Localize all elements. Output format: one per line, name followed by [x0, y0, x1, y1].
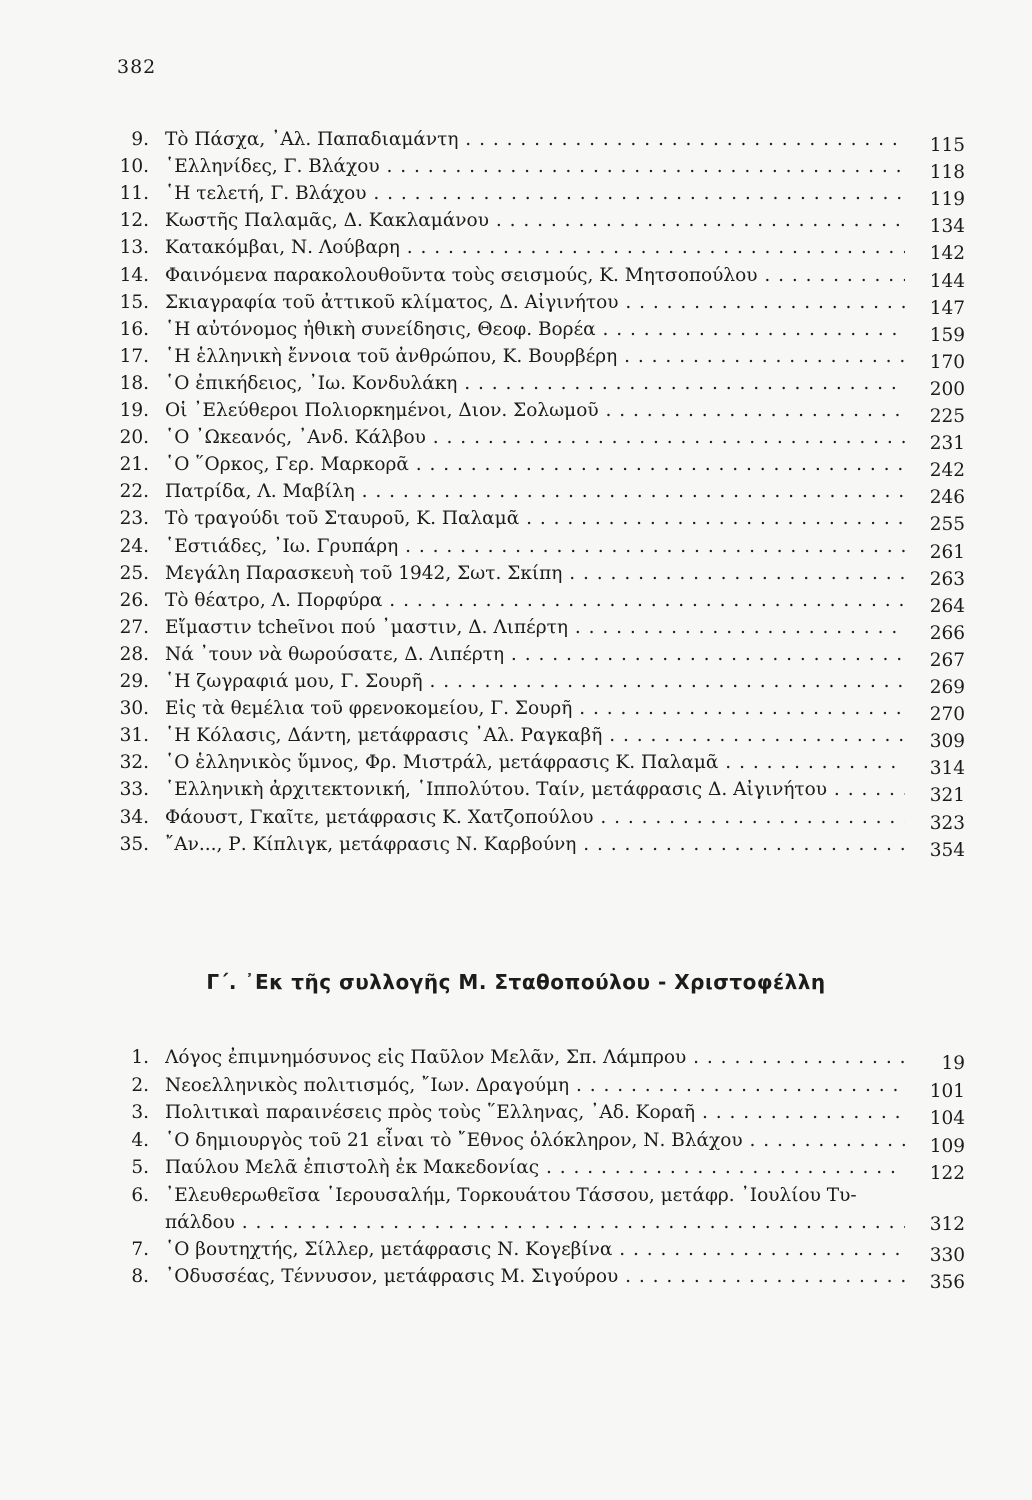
toc-entry	[115, 560, 965, 588]
page-number: 382	[117, 56, 157, 78]
toc-entry	[115, 1127, 965, 1155]
entry-page: 255	[929, 514, 965, 536]
entry-page: 312	[929, 1213, 965, 1235]
entry-title: ῾Ο ᾿Ωκεανός, ᾿Ανδ. Κάλβου . . .	[165, 424, 905, 452]
entry-title: Κατακόμβαι, Ν. Λούβαρη . . .	[165, 234, 905, 262]
entry-number: 1.	[131, 1047, 149, 1068]
entry-number: 26.	[119, 589, 149, 611]
entry-page: 109	[929, 1135, 965, 1157]
entry-title: ῾Εστιάδες, ᾿Ιω. Γρυπάρη . . .	[165, 533, 905, 561]
entry-title: ῾Η τελετή, Γ. Βλάχου . . .	[165, 180, 905, 208]
toc-entry	[115, 343, 965, 371]
entry-page: 101	[929, 1080, 965, 1102]
entry-number: 22.	[119, 481, 149, 503]
toc-entry	[115, 316, 965, 344]
entry-number: 18.	[119, 372, 149, 394]
entry-page: 19	[941, 1053, 965, 1074]
toc-entry	[115, 451, 965, 482]
entry-number: 32.	[119, 752, 149, 774]
entry-title: ῾Ο δημιουργὸς τοῦ 21 εἶναι τὸ ῎Εθνος ὁλόκληρον, Ν. Βλάχου . . .	[165, 1127, 905, 1155]
entry-title: ῾Ο ἑλληνικὸς ὕμνος, Φρ. Μιστράλ, μετάφρασις Κ. Παλαμᾶ . . .	[165, 749, 905, 777]
entry-page: 144	[929, 270, 965, 292]
entry-number: 9.	[131, 129, 149, 150]
entry-number: 33.	[119, 779, 149, 801]
entry-number: 35.	[119, 833, 149, 855]
toc-entry	[115, 478, 965, 509]
entry-title: Φαινόμενα παρακολουθοῦντα τοὺς σεισμούς, Κ. Μητσοπούλου . . .	[165, 262, 905, 290]
entry-number: 3.	[131, 1102, 149, 1123]
entry-number: 16.	[119, 318, 149, 340]
entry-title: ῾Ελληνίδες, Γ. Βλάχου . . .	[165, 153, 905, 181]
entry-number: 29.	[119, 671, 149, 692]
entry-page: 270	[929, 704, 965, 726]
toc-entry	[115, 289, 965, 317]
toc-entry	[115, 1072, 965, 1100]
toc-entry	[115, 424, 965, 455]
toc-entry	[115, 1044, 965, 1072]
entry-page: 266	[929, 622, 965, 644]
entry-title: ῾Η ζωγραφιά μου, Γ. Σουρῆ . . .	[165, 668, 905, 696]
toc-entry	[115, 695, 965, 726]
toc-entry	[115, 587, 965, 615]
entry-title: ῾Η Κόλασις, Δάντη, μετάφρασις ᾿Αλ. Ραγκαβῆ . . .	[165, 722, 905, 750]
entry-number: 15.	[119, 291, 149, 313]
toc-entry	[115, 153, 965, 184]
entry-page: 354	[929, 839, 965, 861]
entry-number: 19.	[119, 400, 149, 421]
entry-number: 30.	[119, 698, 149, 720]
entry-number: 10.	[119, 156, 149, 178]
entry-title: Πολιτικαὶ παραινέσεις πρὸς τοὺς ῞Ελληνας, ᾿Αδ. Κοραῆ . . .	[165, 1099, 905, 1127]
toc-entry	[115, 614, 965, 642]
entry-title: ῎Αν..., Ρ. Κίπλιγκ, μετάφρασις Ν. Καρβούνη . . .	[165, 831, 905, 859]
entry-title: ᾿Ελευθερωθεῖσα ῾Ιερουσαλήμ, Τορκουάτου Τάσσου, μετάφρ. ᾿Ιουλίου Τυ-	[165, 1184, 857, 1206]
entry-title: Κωστῆς Παλαμᾶς, Δ. Κακλαμάνου . . .	[165, 207, 905, 235]
entry-title: ῾Ο ῞Ορκος, Γερ. Μαρκορᾶ . . .	[165, 451, 905, 479]
toc-entry	[115, 533, 965, 561]
toc-entry	[115, 776, 965, 807]
entry-number: 24.	[119, 535, 149, 557]
entry-page: 118	[929, 162, 965, 184]
entry-number: 31.	[119, 725, 149, 747]
toc-entry	[115, 505, 965, 536]
entry-title: ῾Ελληνικὴ ἀρχιτεκτονική, ῾Ιππολύτου. Ταίν, μετάφρασις Δ. Αἰγινήτου . . .	[165, 776, 905, 804]
entry-page: 147	[929, 297, 965, 319]
entry-page: 263	[929, 568, 965, 590]
entry-number: 14.	[119, 264, 149, 286]
entry-title: Τὸ Πάσχα, ᾿Αλ. Παπαδιαμάντη . . .	[165, 126, 905, 154]
entry-title: Οἱ ᾿Ελεύθεροι Πολιορκημένοι, Διον. Σολωμοῦ . . .	[165, 397, 905, 425]
entry-page: 104	[929, 1108, 965, 1129]
entry-title: Λόγος ἐπιμνημόσυνος εἰς Παῦλον Μελᾶν, Σπ. Λάμπρου . . .	[165, 1044, 905, 1072]
entry-page: 309	[929, 731, 965, 753]
entry-page: 264	[929, 595, 965, 617]
entry-title: Μεγάλη Παρασκευὴ τοῦ 1942, Σωτ. Σκίπη . . .	[165, 560, 905, 588]
entry-number: 25.	[119, 562, 149, 584]
entry-page: 119	[929, 189, 965, 211]
toc-entry	[115, 180, 965, 211]
entry-number: 17.	[119, 345, 149, 367]
entry-number: 11.	[119, 183, 149, 205]
entry-number: 2.	[131, 1074, 149, 1096]
entry-page: 122	[929, 1163, 965, 1184]
entry-title: Εἰς τὰ θεμέλια τοῦ φρενοκομείου, Γ. Σουρῆ . . .	[165, 695, 905, 723]
entry-title: Πατρίδα, Λ. Μαβίλη . . .	[165, 478, 905, 506]
entry-number: 8.	[131, 1266, 149, 1287]
toc-entry	[115, 641, 965, 669]
entry-number: 21.	[119, 454, 149, 476]
entry-number: 7.	[131, 1238, 149, 1260]
entry-title: ῾Ο βουτηχτής, Σίλλερ, μετάφρασις Ν. Κογεβίνα . . .	[165, 1236, 905, 1264]
entry-title: Τὸ θέατρο, Λ. Πορφύρα . . .	[165, 587, 905, 615]
toc-entry	[115, 234, 965, 265]
entry-title: Νά ᾿τουν νὰ θωρούσατε, Δ. Λιπέρτη . . .	[165, 641, 905, 669]
toc-entry	[115, 1209, 965, 1237]
entry-number: 13.	[119, 237, 149, 259]
entry-title: ῾Η αὐτόνομος ἠθικὴ συνείδησις, Θεοφ. Βορέα . . .	[165, 316, 905, 344]
entry-page: 134	[929, 216, 965, 238]
toc-entry	[115, 749, 965, 780]
entry-page: 159	[929, 324, 965, 346]
toc-entry	[115, 1236, 965, 1264]
entry-title: ᾿Οδυσσέας, Τέννυσον, μετάφρασις Μ. Σιγούρου . . .	[165, 1263, 905, 1291]
entry-title: Τὸ τραγούδι τοῦ Σταυροῦ, Κ. Παλαμᾶ . . .	[165, 505, 905, 533]
entry-page: 321	[929, 785, 965, 807]
entry-title: ῾Η ἑλληνικὴ ἔννοια τοῦ ἀνθρώπου, Κ. Βουρβέρη . . .	[165, 343, 905, 371]
toc-entry	[115, 397, 965, 425]
toc-entry	[115, 262, 965, 290]
toc-entry	[115, 1263, 965, 1291]
entry-page: 242	[929, 460, 965, 482]
entry-number: 34.	[119, 806, 149, 828]
toc-entry	[115, 1182, 965, 1210]
entry-page: 231	[929, 433, 965, 455]
entry-page: 314	[929, 758, 965, 780]
entry-page: 267	[929, 649, 965, 671]
entry-number: 4.	[131, 1129, 149, 1151]
entry-number: 28.	[119, 643, 149, 665]
entry-page: 269	[929, 677, 965, 698]
entry-number: 23.	[119, 508, 149, 530]
entry-number: 12.	[119, 210, 149, 232]
entry-number: 27.	[119, 616, 149, 638]
entry-number: 20.	[119, 427, 149, 449]
entry-title: Σκιαγραφία τοῦ ἀττικοῦ κλίματος, Δ. Αἰγινήτου . . .	[165, 289, 905, 317]
entry-page: 323	[929, 812, 965, 834]
entry-title: Φάουστ, Γκαῖτε, μετάφρασις Κ. Χατζοπούλου . . .	[165, 804, 905, 832]
toc-entry	[115, 1099, 965, 1127]
toc-entry	[115, 831, 965, 859]
entry-page: 246	[929, 487, 965, 509]
entry-title: πάλδου . . .	[165, 1209, 905, 1237]
toc-entry	[115, 722, 965, 753]
section-heading: Γ΄. ᾿Εκ τῆς συλλογῆς Μ. Σταθοπούλου - Χριστοφέλλη	[206, 970, 826, 994]
toc-entry	[115, 804, 965, 832]
entry-page: 142	[929, 243, 965, 265]
entry-number: 5.	[131, 1157, 149, 1178]
toc-entry	[115, 1154, 965, 1182]
entry-title: Παύλου Μελᾶ ἐπιστολὴ ἐκ Μακεδονίας . . .	[165, 1154, 905, 1182]
entry-page: 200	[929, 378, 965, 400]
entry-title: ῾Ο ἐπικήδειος, ᾿Ιω. Κονδυλάκη . . .	[165, 370, 905, 398]
entry-page: 356	[929, 1272, 965, 1293]
entry-page: 261	[929, 541, 965, 563]
entry-page: 225	[929, 406, 965, 427]
entry-number: 6.	[131, 1184, 149, 1206]
entry-title: Νεοελληνικὸς πολιτισμός, ῎Ιων. Δραγούμη . . .	[165, 1072, 905, 1100]
entry-page: 330	[929, 1244, 965, 1266]
toc-entry	[115, 668, 965, 696]
toc-entry	[115, 126, 965, 154]
entry-title: Εἴμαστιν tcheῖνοι πού ᾿μαστιν, Δ. Λιπέρτη . . .	[165, 614, 905, 642]
entry-page: 170	[929, 351, 965, 373]
toc-entry	[115, 370, 965, 398]
toc-entry	[115, 207, 965, 238]
entry-page: 115	[929, 135, 965, 156]
